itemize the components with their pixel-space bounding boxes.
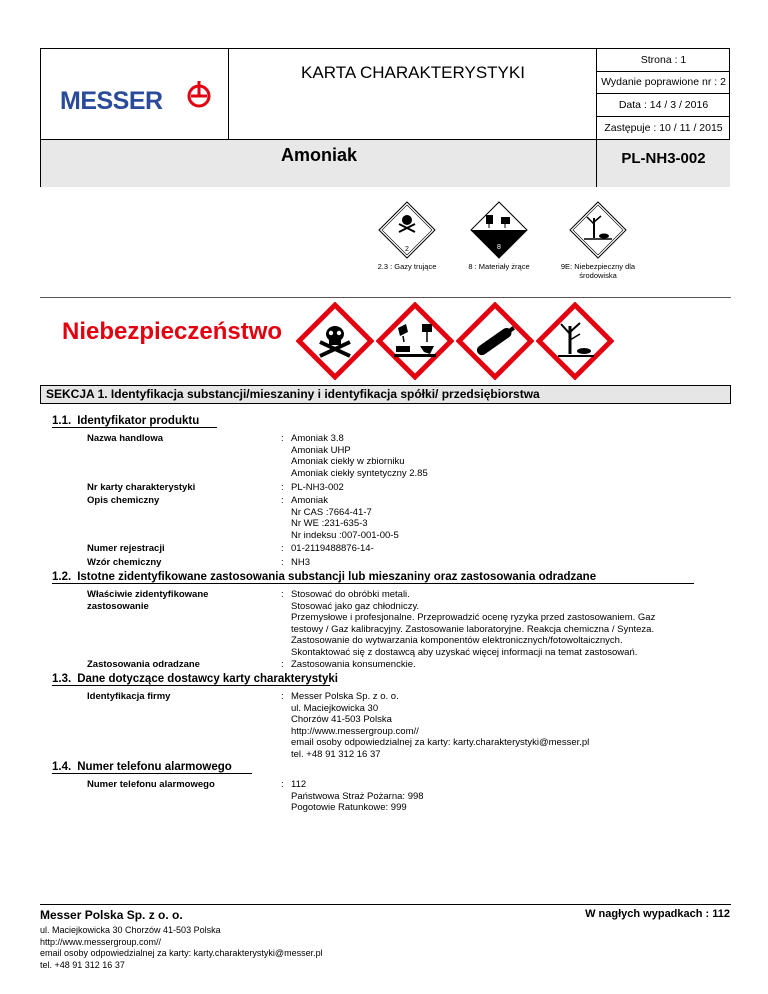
value-trade-name: Amoniak 3.8 Amoniak UHP Amoniak ciekły w zbiorniku Amoniak ciekły syntetyczny 2.85 <box>291 433 428 479</box>
value-company-identification: Messer Polska Sp. z o. o. ul. Maciejkowicka 30 Chorzów 41-503 Polska http://www.messergroup.com// email osoby odpowiedzialnej za karty: karty.charakterystyki@messer.pl tel. +48 91 312 16 37 <box>291 691 590 760</box>
signal-word: Niebezpieczeństwo <box>62 318 283 345</box>
edition: Wydanie poprawione nr : 2 <box>597 72 730 95</box>
footer-divider <box>40 904 731 905</box>
doc-info <box>597 49 730 139</box>
label-emergency-number: Numer telefonu alarmowego <box>87 779 215 790</box>
document-title: KARTA CHARAKTERYSTYKI <box>301 63 525 82</box>
label-sds-number: Nr karty charakterystyki <box>87 482 196 493</box>
label-identified-uses: Właściwie zidentyfikowane zastosowanie <box>87 589 209 612</box>
product-code: PL-NH3-002 <box>621 150 706 167</box>
gas-cylinder-icon <box>456 302 534 380</box>
value-uses-advised-against: Zastosowania konsumenckie. <box>291 659 416 670</box>
subsection-1-4: 1.4. Numer telefonu alarmowego <box>52 761 232 773</box>
toxic-gas-diamond-icon <box>377 200 437 260</box>
subsection-1-1: 1.1. Identyfikator produktu <box>52 415 199 427</box>
svg-text:8: 8 <box>497 244 501 251</box>
value-chemical-formula: NH3 <box>291 557 311 568</box>
transport-caption-toxic: 2.3 : Gazy trujące <box>377 262 437 271</box>
label-company-identification: Identyfikacja firmy <box>87 691 171 702</box>
label-registration-number: Numer rejestracji <box>87 543 165 554</box>
footer-company: Messer Polska Sp. z o. o. <box>40 908 183 922</box>
subsection-1-2: 1.2. Istotne zidentyfikowane zastosowania substancji lub mieszaniny oraz zastosowania odradzane <box>52 571 596 583</box>
page-number: Strona : 1 <box>597 49 730 72</box>
messer-logo-mark-icon <box>187 79 213 109</box>
sds-header <box>40 48 730 187</box>
environment-diamond-icon <box>568 200 628 260</box>
transport-caption-corrosive: 8 : Materiały żrące <box>468 262 530 271</box>
transport-caption-environment: 9E: Niebezpieczny dla środowiska <box>560 262 636 280</box>
replaces-date: Zastępuje : 10 / 11 / 2015 <box>604 121 723 134</box>
section-1-heading: SEKCJA 1. Identyfikacja substancji/mieszaniny i identyfikacja spółki/ przedsiębiorstwa <box>40 385 731 404</box>
value-sds-number: PL-NH3-002 <box>291 482 344 493</box>
corrosion-icon <box>376 302 454 380</box>
label-chemical-description: Opis chemiczny <box>87 495 160 506</box>
divider <box>40 297 731 298</box>
label-trade-name: Nazwa handlowa <box>87 433 164 444</box>
corrosive-diamond-icon <box>469 200 529 260</box>
transport-label-toxic <box>364 200 450 271</box>
value-emergency-number: 112 Państwowa Straż Pożarna: 998 Pogotowie Ratunkowe: 999 <box>291 779 424 813</box>
transport-label-corrosive <box>464 200 534 271</box>
label-uses-advised-against: Zastosowania odradzane <box>87 659 200 670</box>
value-identified-uses: Stosować do obróbki metali. Stosować jako gaz chłodniczy. Przemysłowe i profesjonalne. Przeprowadzić ocenę ryzyka przed zastosowaniem. Gaz testowy / Gaz kalibracyjny. Zastosowanie laboratoryjne. Reakcja chemiczna / Synteza. Zastosowanie do wytwarzania komponentów elektronicznych/fotowoltaicznych. Skontaktować się z dostawcą aby uzyskać więcej informacji na temat zastosowań. <box>291 589 656 658</box>
product-name: Amoniak <box>280 145 358 165</box>
subsection-1-3: 1.3. Dane dotyczące dostawcy karty charakterystyki <box>52 673 338 685</box>
svg-text:2: 2 <box>405 246 409 253</box>
environment-icon <box>536 302 614 380</box>
transport-label-environment <box>548 200 648 280</box>
messer-logo: MESSER <box>60 87 163 115</box>
skull-crossbones-icon <box>296 302 374 380</box>
label-chemical-formula: Wzór chemiczny <box>87 557 162 568</box>
revision-date: Data : 14 / 3 / 2016 <box>597 94 730 117</box>
value-registration-number: 01-2119488876-14- <box>291 543 374 554</box>
footer-address: ul. Maciejkowicka 30 Chorzów 41-503 Polska http://www.messergroup.com// email osoby odpowiedzialnej za karty: karty.charakterystyki@messer.pl tel. +48 91 312 16 37 <box>40 925 323 970</box>
footer-emergency: W nagłych wypadkach : 112 <box>585 908 730 920</box>
value-chemical-description: Amoniak Nr CAS :7664-41-7 Nr WE :231-635-3 Nr indeksu :007-001-00-5 <box>291 495 399 541</box>
